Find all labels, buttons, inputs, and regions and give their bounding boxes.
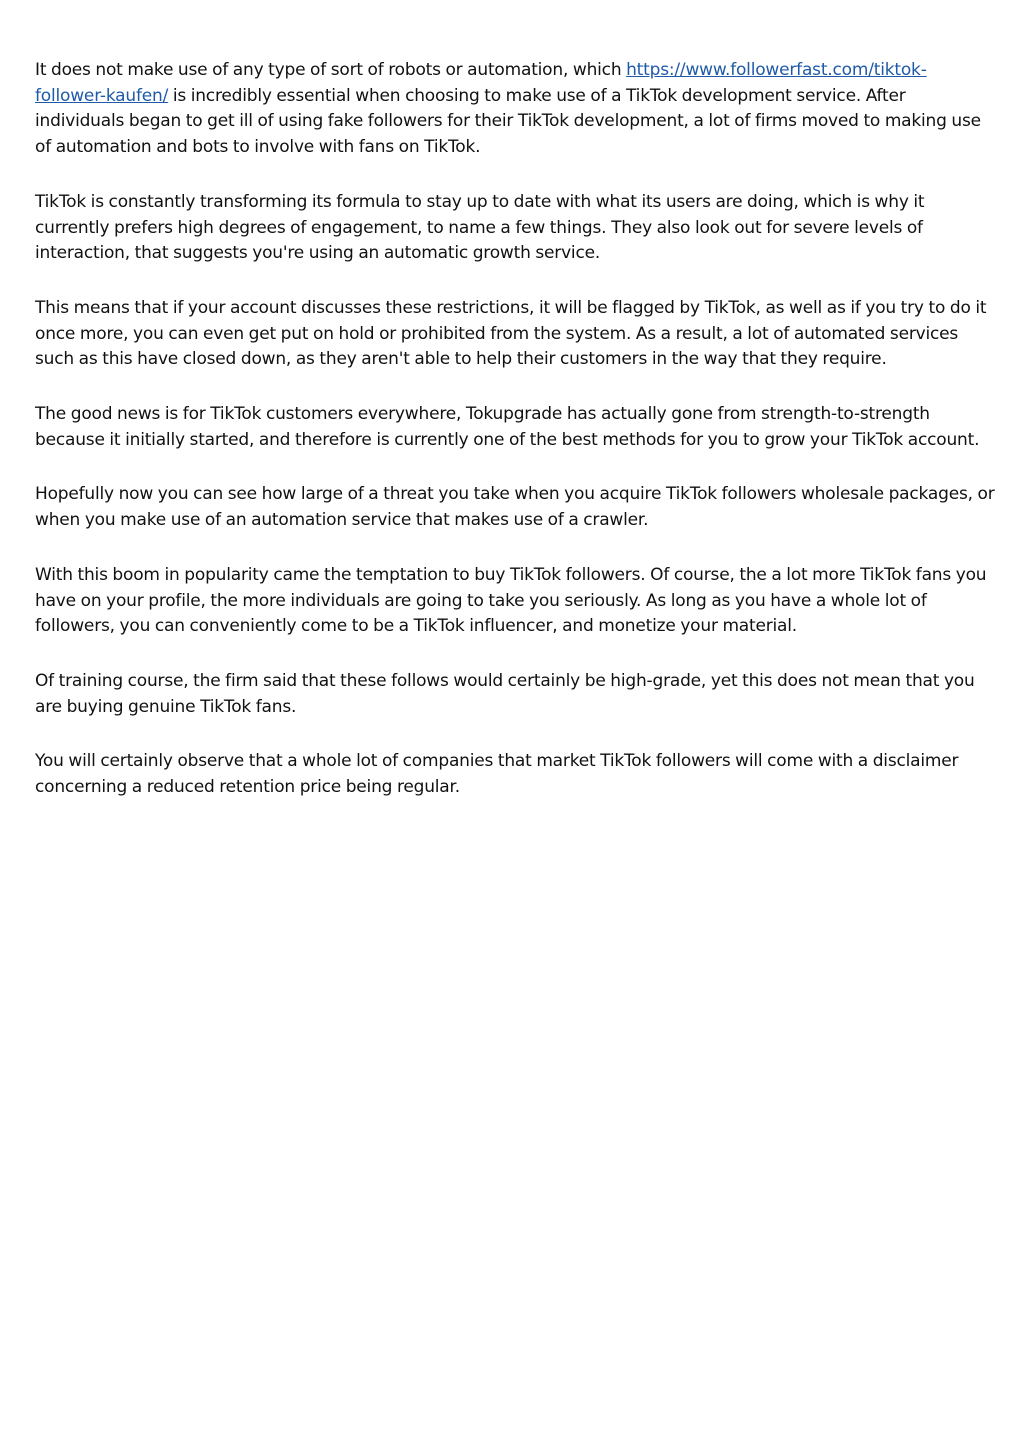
paragraph-6: With this boom in popularity came the temptation to buy TikTok followers. Of course, the a lot more TikTok fans you have on your profile, the more individuals are going to take you seriously. As long as you have a whole lot of followers, you can conveniently come to be a TikTok influencer, and monetize your material. [35,564,987,637]
paragraph-2: TikTok is constantly transforming its formula to stay up to date with what its users are doing, which is why it currently prefers high degrees of engagement, to name a few things. They also look out for severe levels of interaction, that suggests you're using an automatic growth service. [35,191,925,264]
paragraph-8: You will certainly observe that a whole lot of companies that market TikTok followers will come with a disclaimer concerning a reduced retention price being regular. [35,751,959,798]
followerfast-link[interactable]: https://www.followerfast.com/tiktok-follower-kaufen/ [35,60,927,106]
paragraph-7: Of training course, the firm said that these follows would certainly be high-grade, yet this does not mean that you are buying genuine TikTok fans. [35,670,975,717]
paragraph-4: The good news is for TikTok customers everywhere, Tokupgrade has actually gone from strength-to-strength because it initially started, and therefore is currently one of the best methods for you to grow your TikTok account. [35,404,980,450]
paragraph-3: This means that if your account discusses these restrictions, it will be flagged by TikTok, as well as if you try to do it once more, you can even get put on hold or prohibited from the system. As a result, a lot of automated services such as this have closed down, as they aren't able to help their customers in the way that they require. [35,297,987,370]
document-body [35,58,995,830]
paragraph-1 [35,58,995,161]
paragraph-1-text-before-link: It does not make use of any type of sort of robots or automation, which [35,60,627,80]
paragraph-1-text-after-link: is incredibly essential when choosing to make use of a TikTok development service. After individuals began to get ill of using fake followers for their TikTok development, a lot of firms moved to making use of automation and bots to involve with fans on TikTok. [35,85,981,158]
paragraph-5: Hopefully now you can see how large of a threat you take when you acquire TikTok followers wholesale packages, or when you make use of an automation service that makes use of a crawler. [35,484,995,531]
